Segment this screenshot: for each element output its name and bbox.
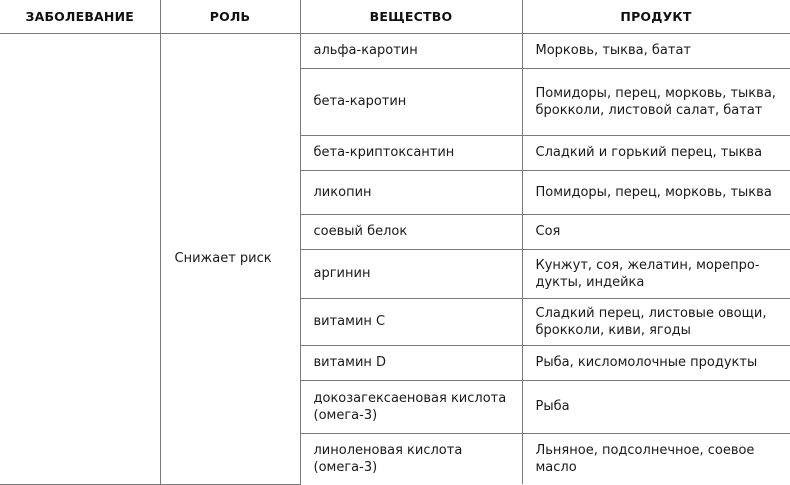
product-cell: Рыба <box>522 381 790 434</box>
product-cell: Кунжут, соя, желатин, морепродукты, индейка <box>522 250 790 299</box>
substance-cell: соевый белок <box>300 215 522 250</box>
table-header <box>0 0 790 34</box>
substance-cell: линоленовая кислота (омега-3) <box>300 434 522 485</box>
header-role: РОЛЬ <box>160 0 300 34</box>
header-disease: ЗАБОЛЕВАНИЕ <box>0 0 160 34</box>
substance-cell: бета-криптоксантин <box>300 136 522 171</box>
product-cell: Соя <box>522 215 790 250</box>
header-product: ПРОДУКТ <box>522 0 790 34</box>
product-cell: Сладкий перец, листовые овощи, брокколи, киви, ягоды <box>522 299 790 346</box>
role-cell: Снижает риск <box>160 34 300 485</box>
product-cell: Сладкий и горький перец, тыква <box>522 136 790 171</box>
substance-cell: ликопин <box>300 171 522 215</box>
substance-cell: витамин D <box>300 346 522 381</box>
substance-cell: витамин C <box>300 299 522 346</box>
disease-cell <box>0 34 160 485</box>
header-substance: ВЕЩЕСТВО <box>300 0 522 34</box>
product-cell: Морковь, тыква, батат <box>522 34 790 69</box>
substance-cell: альфа-каротин <box>300 34 522 69</box>
header-row <box>0 0 790 34</box>
substance-cell: аргинин <box>300 250 522 299</box>
table-row <box>0 34 790 69</box>
substance-cell: докозагексаеновая кислота (омега-3) <box>300 381 522 434</box>
product-cell: Рыба, кисломолочные продукты <box>522 346 790 381</box>
product-cell: Льняное, подсолнечное, соевое масло <box>522 434 790 485</box>
product-cell: Помидоры, перец, морковь, тыква <box>522 171 790 215</box>
substance-cell: бета-каротин <box>300 69 522 136</box>
product-cell: Помидоры, перец, морковь, тыква, брокколи, листовой салат, батат <box>522 69 790 136</box>
table-body <box>0 34 790 485</box>
